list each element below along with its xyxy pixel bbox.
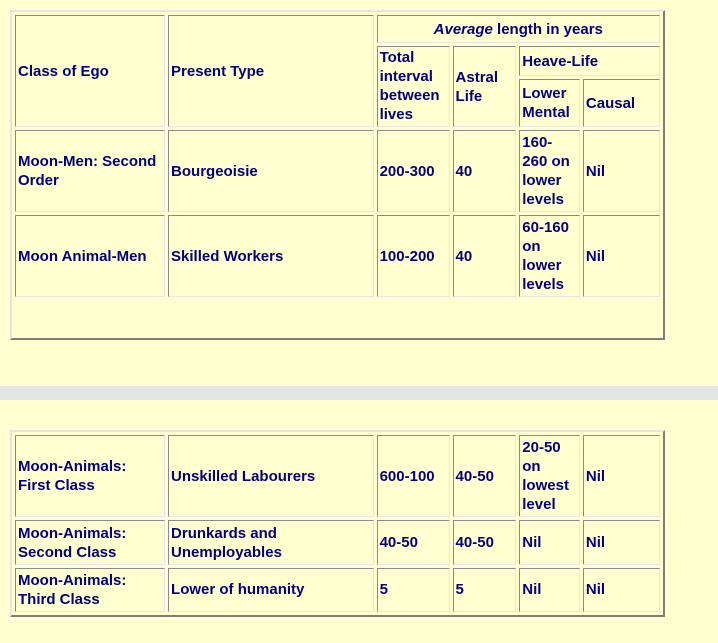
empty-cell: [15, 300, 660, 335]
total-interval-cell: 40-50: [377, 520, 450, 564]
section-divider: [0, 386, 718, 400]
total-interval-cell: 5: [377, 568, 450, 612]
class-of-ego-cell: Moon Animal-Men: [15, 215, 165, 297]
class-of-ego-cell: Moon-Animals: First Class: [15, 435, 165, 517]
astral-life-cell: 5: [453, 568, 517, 612]
header-heaven-life: Heave-Life: [519, 46, 660, 76]
causal-cell: Nil: [583, 520, 660, 564]
lower-mental-cell: 60-160 on lower levels: [519, 215, 580, 297]
header-lower-mental: Lower Mental: [519, 79, 580, 127]
table-row: [15, 568, 660, 612]
present-type-cell: Bourgeoisie: [168, 130, 374, 212]
ego-classes-table-1: [10, 10, 665, 340]
table-row: [15, 520, 660, 564]
lower-mental-cell: 20-50 on lowest level: [519, 435, 580, 517]
astral-life-cell: 40-50: [453, 435, 517, 517]
causal-cell: Nil: [583, 215, 660, 297]
astral-life-cell: 40: [453, 130, 517, 212]
header-length-in-years: length in years: [492, 20, 603, 38]
lower-mental-cell: 160-260 on lower levels: [519, 130, 580, 212]
astral-life-cell: 40: [453, 215, 517, 297]
header-total-interval: Total interval between lives: [377, 46, 450, 127]
present-type-cell: Unskilled Labourers: [168, 435, 374, 517]
lower-mental-cell: Nil: [519, 520, 580, 564]
table-row: [15, 435, 660, 517]
ego-classes-table-2: [10, 430, 665, 617]
header-average-length: [377, 15, 660, 43]
header-class-of-ego: Class of Ego: [15, 15, 165, 127]
present-type-cell: Lower of humanity: [168, 568, 374, 612]
total-interval-cell: 200-300: [377, 130, 450, 212]
total-interval-cell: 600-100: [377, 435, 450, 517]
header-present-type: Present Type: [168, 15, 374, 127]
header-astral-life: Astral Life: [453, 46, 517, 127]
table-row: [15, 130, 660, 212]
causal-cell: Nil: [583, 568, 660, 612]
lower-mental-cell: Nil: [519, 568, 580, 612]
causal-cell: Nil: [583, 130, 660, 212]
empty-row: [15, 300, 660, 335]
class-of-ego-cell: Moon-Animals: Second Class: [15, 520, 165, 564]
total-interval-cell: 100-200: [377, 215, 450, 297]
table-row: [15, 215, 660, 297]
astral-life-cell: 40-50: [453, 520, 517, 564]
causal-cell: Nil: [583, 435, 660, 517]
header-average-word: Average: [433, 20, 493, 38]
present-type-cell: Drunkards and Unemployables: [168, 520, 374, 564]
class-of-ego-cell: Moon-Animals: Third Class: [15, 568, 165, 612]
header-causal: Causal: [583, 79, 660, 127]
present-type-cell: Skilled Workers: [168, 215, 374, 297]
class-of-ego-cell: Moon-Men: Second Order: [15, 130, 165, 212]
